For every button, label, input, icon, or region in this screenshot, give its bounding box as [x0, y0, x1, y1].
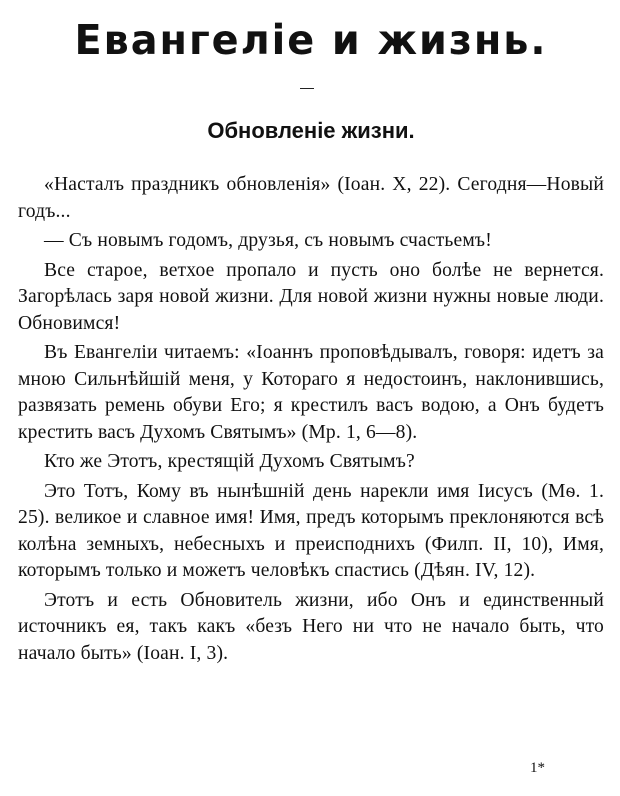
paragraph: Въ Евангеліи читаемъ: «Іоаннъ проповѣдывалъ, говоря: идетъ за мною Сильнѣйшій меня, у Котораго я недостоинъ, наклонившись, развязать ремень обуви Его; я крестилъ васъ водою, а Онъ будетъ крестить васъ Духомъ Святымъ» (Мр. 1, 6—8). — [18, 342, 604, 443]
paragraph: Кто же Этотъ, крестящій Духомъ Святымъ? — [44, 451, 415, 472]
signature-mark: 1* — [530, 760, 545, 776]
page-title: Евангеліе и жизнь. — [74, 16, 548, 64]
paragraph: Этотъ и есть Обновитель жизни, ибо Онъ и единственный источникъ ея, такъ какъ «безъ Него ни что не начало быть, что начало быть» (Іоан. I, 3). — [18, 589, 604, 664]
paragraph: Все старое, ветхое пропало и пусть оно болѣе не вернется. Загорѣлась заря новой жизни. Для новой жизни нужны новые люди. Обновимся! — [18, 259, 604, 334]
title-divider — [300, 88, 314, 89]
paragraph: — Съ новымъ годомъ, друзья, съ новымъ счастьемъ! — [44, 230, 492, 251]
section-subtitle: Обновленіе жизни. — [207, 118, 415, 143]
paragraph: Это Тотъ, Кому въ нынѣшній день нарекли имя Іисусъ (Мѳ. 1. 25). великое и славное имя! Имя, предъ которымъ преклоняются всѣ колѣна земныхъ, небесныхъ и преисподнихъ (Филп. II, 10), Имя, которымъ только и можетъ человѣкъ спастись (Дѣян. IV, 12). — [18, 480, 604, 581]
paragraph: «Насталъ праздникъ обновленія» (Іоан. X, 22). Сегодня—Новый годъ... — [18, 174, 604, 222]
body-text — [18, 172, 604, 670]
